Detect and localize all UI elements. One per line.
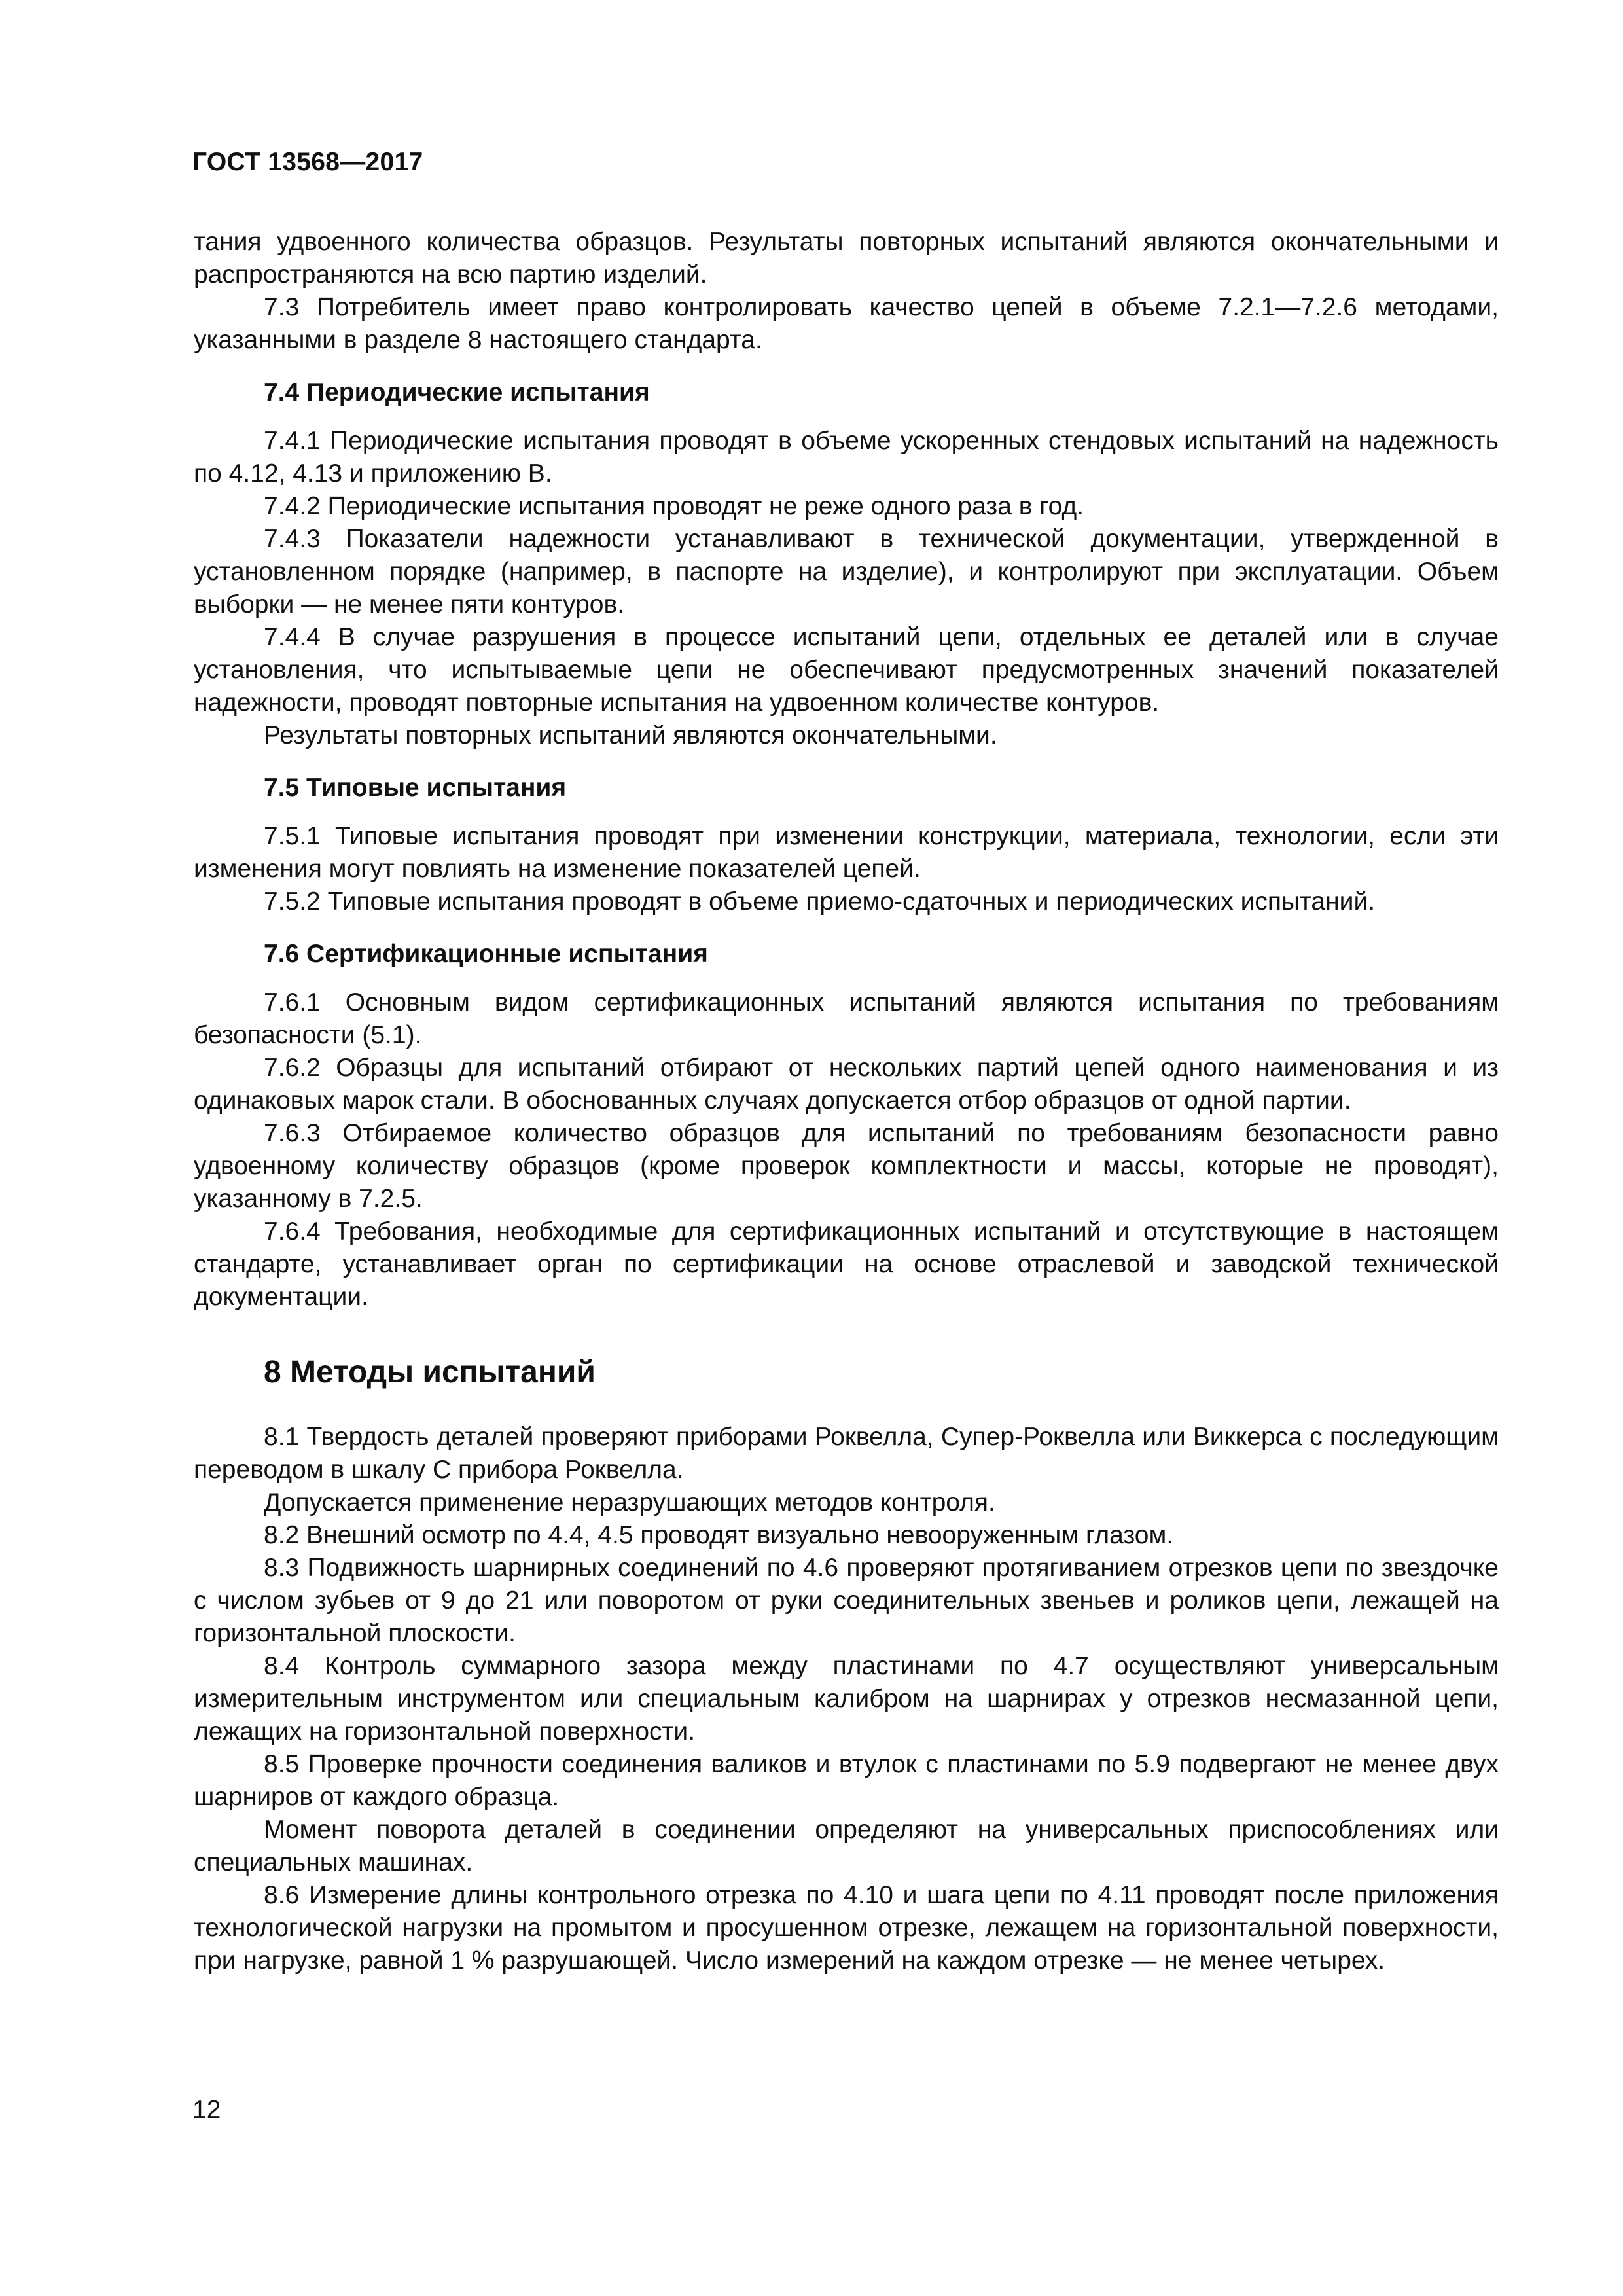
paragraph-8-6: 8.6 Измерение длины контрольного отрезка по 4.10 и шага цепи по 4.11 проводят после приложения технологической нагрузки на промытом и просушенном отрезке, лежащем на горизонтальной поверхности, при нагрузке, равной 1 % разрушающей. Число измерений на каждом отрезке — не менее четырех. [194, 1881, 1499, 1975]
document-code-header: ГОСТ 13568—2017 [192, 148, 423, 176]
paragraph-7-4-4-result: Результаты повторных испытаний являются окончательными. [264, 721, 997, 749]
paragraph-8-1-note: Допускается применение неразрушающих методов контроля. [264, 1488, 995, 1516]
paragraph-8-3: 8.3 Подвижность шарнирных соединений по 4.6 проверяют протягиванием отрезков цепи по звездочке с числом зубьев от 9 до 21 или поворотом от руки соединительных звеньев и роликов цепи, лежащей на горизонтальной плоскости. [194, 1554, 1499, 1647]
paragraph-7-6-4: 7.6.4 Требования, необходимые для сертификационных испытаний и отсутствующие в настоящем стандарте, устанавливает орган по сертификации на основе отраслевой и заводской технической документации. [194, 1217, 1499, 1311]
paragraph-7-3: 7.3 Потребитель имеет право контролировать качество цепей в объеме 7.2.1—7.2.6 методами, указанными в разделе 8 настоящего стандарта. [194, 293, 1499, 354]
paragraph-7-5-1: 7.5.1 Типовые испытания проводят при изменении конструкции, материала, технологии, если эти изменения могут повлиять на изменение показателей цепей. [194, 822, 1499, 883]
paragraph-8-2: 8.2 Внешний осмотр по 4.4, 4.5 проводят визуально невооруженным глазом. [264, 1521, 1174, 1549]
paragraph-7-4-4: 7.4.4 В случае разрушения в процессе испытаний цепи, отдельных ее деталей или в случае установления, что испытываемые цепи не обеспечивают предусмотренных значений показателей надежности, проводят повторные испытания на удвоенном количестве контуров. [194, 623, 1499, 717]
paragraph-8-4: 8.4 Контроль суммарного зазора между пластинами по 4.7 осуществляют универсальным измерительным инструментом или специальным калибром на шарнирах у отрезков несмазанной цепи, лежащих на горизонтальной поверхности. [194, 1652, 1499, 1746]
paragraph-7-4-1: 7.4.1 Периодические испытания проводят в объеме ускоренных стендовых испытаний на надежность по 4.12, 4.13 и приложению В. [194, 427, 1499, 488]
paragraph-7-6-2: 7.6.2 Образцы для испытаний отбирают от нескольких партий цепей одного наименования и из одинаковых марок стали. В обоснованных случаях допускается отбор образцов от одной партии. [194, 1054, 1499, 1115]
page-body [194, 226, 1499, 1977]
paragraph-8-5-note: Момент поворота деталей в соединении определяют на универсальных приспособлениях или специальных машинах. [194, 1816, 1499, 1876]
paragraph-7-2-continuation: тания удвоенного количества образцов. Результаты повторных испытаний являются окончательными и распространяются на всю партию изделий. [194, 228, 1499, 289]
paragraph-7-5-2: 7.5.2 Типовые испытания проводят в объеме приемо-сдаточных и периодических испытаний. [264, 888, 1376, 916]
section-heading-8: 8 Методы испытаний [264, 1355, 596, 1390]
paragraph-7-6-3: 7.6.3 Отбираемое количество образцов для испытаний по требованиям безопасности равно удвоенному количеству образцов (кроме проверок комплектности и массы, которые не проводят), указанному в 7.2.5. [194, 1119, 1499, 1213]
paragraph-8-5: 8.5 Проверке прочности соединения валиков и втулок с пластинами по 5.9 подвергают не менее двух шарниров от каждого образца. [194, 1750, 1499, 1811]
paragraph-7-6-1: 7.6.1 Основным видом сертификационных испытаний являются испытания по требованиям безопасности (5.1). [194, 988, 1499, 1049]
section-heading-7-5: 7.5 Типовые испытания [264, 774, 567, 802]
paragraph-7-4-2: 7.4.2 Периодические испытания проводят не реже одного раза в год. [264, 492, 1084, 520]
paragraph-8-1: 8.1 Твердость деталей проверяют приборами Роквелла, Супер-Роквелла или Виккерса с последующим переводом в шкалу С прибора Роквелла. [194, 1423, 1499, 1484]
section-heading-7-6: 7.6 Сертификационные испытания [264, 940, 708, 968]
section-heading-7-4: 7.4 Периодические испытания [264, 378, 650, 406]
paragraph-7-4-3: 7.4.3 Показатели надежности устанавливают в технической документации, утвержденной в установленном порядке (например, в паспорте на изделие), и контролируют при эксплуатации. Объем выборки — не менее пяти контуров. [194, 525, 1499, 619]
page-number: 12 [192, 2096, 221, 2124]
